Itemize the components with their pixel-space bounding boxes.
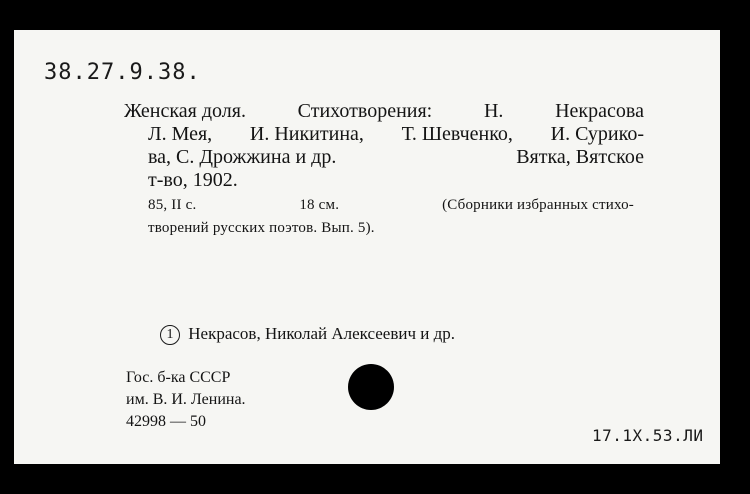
- size: 18 см.: [299, 197, 340, 213]
- subtitle: Стихотворения:: [297, 100, 433, 122]
- library-named-after: им. В. И. Ленина.: [126, 391, 246, 408]
- physical-line-1: [148, 194, 634, 217]
- pages: 85, II с.: [148, 197, 197, 213]
- physical-line-2: [148, 217, 634, 240]
- catalog-card: [14, 30, 720, 464]
- series: (Сборники избранных стихо-: [442, 197, 634, 213]
- publication-place: Вятка, Вятское: [516, 146, 644, 168]
- description-line-4: [124, 169, 644, 192]
- description-word: Некрасова: [555, 100, 644, 122]
- tracing-entry: [160, 324, 455, 345]
- title: Женская доля.: [124, 100, 246, 122]
- description-word: Т. Шевченко,: [401, 123, 513, 145]
- description-line-3: [124, 146, 644, 169]
- description-word: ва, С. Дрожжина и др.: [148, 146, 337, 168]
- call-number: 38.27.9.38.: [44, 60, 201, 85]
- library-name: Гос. б-ка СССР: [126, 369, 231, 386]
- tracing-text: Некрасов, Николай Алексеевич и др.: [188, 324, 456, 343]
- publisher-year: т-во, 1902.: [148, 169, 238, 191]
- tracing-number: 1: [160, 325, 180, 345]
- description-word: Л. Мея,: [148, 123, 213, 145]
- series-continued: творений русских поэтов. Вып. 5).: [148, 220, 375, 236]
- library-stamp: [126, 367, 246, 433]
- punch-hole: [348, 364, 394, 410]
- description-word: Н.: [483, 100, 504, 122]
- library-order-number: 42998 — 50: [126, 413, 206, 430]
- description-line-1: [124, 100, 644, 123]
- description-line-2: [124, 123, 644, 146]
- bibliographic-description: [124, 100, 644, 192]
- description-word: И. Сурико-: [550, 123, 644, 145]
- description-word: И. Никитина,: [249, 123, 364, 145]
- physical-description: [148, 194, 634, 240]
- handwritten-date-code: 17.1Х.53.ЛИ: [592, 426, 704, 445]
